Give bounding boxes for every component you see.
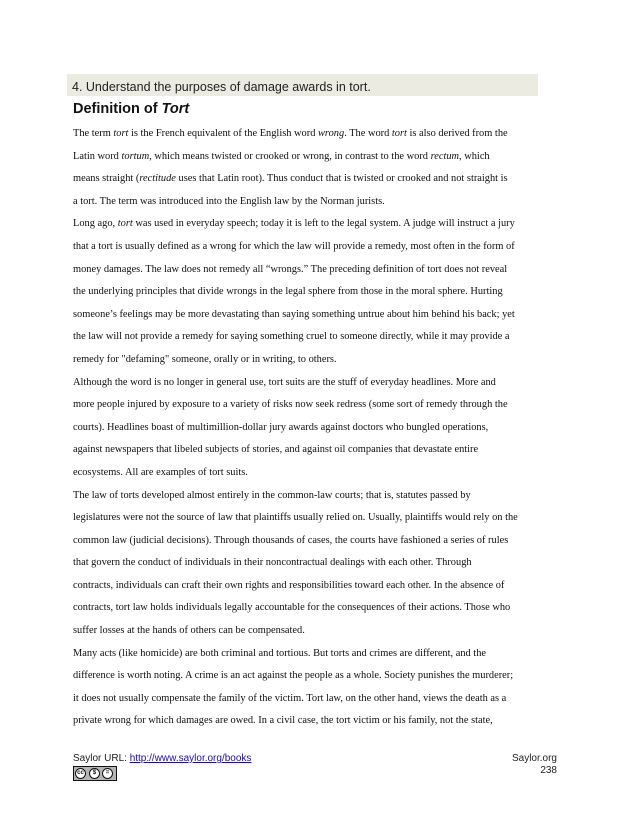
text-run: against newspapers that libeled subjects of stories, and against oil companies that devastate entire xyxy=(73,444,479,456)
footer-url-label: Saylor URL: xyxy=(73,753,130,764)
heading-prefix: Definition of xyxy=(73,101,162,117)
text-run: private wrong for which damages are owed. In a civil case, the tort victim or his family, not the state, xyxy=(73,715,493,727)
text-run: is also derived from the xyxy=(406,128,508,139)
text-run: that a tort is usually defined as a wrong for which the law will provide a remedy, most often in the form of xyxy=(73,240,515,252)
text-run: someone’s feelings may be more devastating than saying something untrue about him behind his back; yet xyxy=(73,308,515,320)
text-run: , which means twisted or crooked or wrong, in contrast to the word xyxy=(149,150,431,162)
body-line xyxy=(73,643,573,666)
text-run: The law of torts developed almost entirely in the common-law courts; that is, statutes passed by xyxy=(73,489,471,501)
body-line xyxy=(73,236,573,259)
text-run: courts). Headlines boast of multimillion-dollar jury awards against doctors who bungled operations, xyxy=(73,421,489,433)
body-line xyxy=(73,507,573,530)
text-run: contracts, tort law holds individuals legally accountable for the consequences of their actions. Those who xyxy=(73,602,511,614)
body-line xyxy=(73,259,573,282)
text-run: a tort. The term was introduced into the English law by the Norman jurists. xyxy=(73,195,385,207)
text-run: contracts, individuals can craft their own rights and responsibilities toward each other. In the absence of xyxy=(73,579,505,591)
text-run: . The word xyxy=(344,128,392,139)
text-run: the underlying principles that divide wrongs in the legal sphere from those in the moral sphere. Hurting xyxy=(73,286,503,298)
text-run: Long ago, xyxy=(73,218,118,230)
text-run: the law will not provide a remedy for saying something cruel to someone directly, while it may provide a xyxy=(73,331,510,343)
text-run: money damages. The law does not remedy all “wrongs.” The preceding definition of tort does not reveal xyxy=(73,263,508,275)
cc-icon: cc xyxy=(75,768,86,779)
text-run: suffer losses at the hands of others can be compensated. xyxy=(73,625,305,637)
body-line xyxy=(73,394,573,417)
body-line xyxy=(73,688,573,711)
text-run: is the French equivalent of the English word xyxy=(128,128,318,139)
body-line xyxy=(73,213,573,236)
italic-term: wrong xyxy=(318,128,345,139)
heading-emphasis: Tort xyxy=(161,101,190,117)
body-line xyxy=(73,123,573,146)
text-run: common law (judicial decisions). Through thousands of cases, the courts have fashioned a series of rules xyxy=(73,534,509,546)
footer-site xyxy=(512,753,557,777)
text-run: more people injured by exposure to a variety of risks now seek redress (some sort of remedy through the xyxy=(73,399,508,411)
text-run: uses that Latin root). Thus conduct that is twisted or crooked and not straight is xyxy=(175,173,508,185)
body-line xyxy=(73,597,573,620)
body-line xyxy=(73,168,573,191)
body-line xyxy=(73,146,573,169)
italic-term: tortum xyxy=(121,150,150,162)
creative-commons-icon xyxy=(73,766,117,781)
italic-term: tort xyxy=(117,218,133,230)
text-run: Although the word is no longer in general use, tort suits are the stuff of everyday headlines. More and xyxy=(73,376,496,388)
body-line xyxy=(73,326,573,349)
body-line xyxy=(73,417,573,440)
text-run: remedy for "defaming" someone, orally or in writing, to others. xyxy=(73,353,337,365)
text-run: it does not usually compensate the family of the victim. Tort law, on the other hand, views the death as a xyxy=(73,692,507,704)
text-run: Latin word xyxy=(73,150,122,162)
body-line xyxy=(73,530,573,553)
body-line xyxy=(73,710,573,733)
italic-term: rectum xyxy=(430,150,460,162)
footer-site-name: Saylor.org xyxy=(511,753,557,764)
body-line xyxy=(73,462,573,485)
body-line xyxy=(73,575,573,598)
body-line xyxy=(73,620,573,643)
body-line xyxy=(73,304,573,327)
italic-term: rectitude xyxy=(139,173,176,185)
text-run: that govern the conduct of individuals in their noncontractual dealings with each other. Through xyxy=(73,557,472,569)
body-line xyxy=(73,191,573,214)
body-line xyxy=(73,349,573,372)
text-run: means straight ( xyxy=(73,173,140,185)
text-run: ecosystems. All are examples of tort suits. xyxy=(73,466,248,478)
text-run: The term xyxy=(73,128,114,139)
text-run: legislatures were not the source of law that plaintiffs usually relied on. Usually, plaintiffs would rely on the xyxy=(73,512,518,524)
learning-objective: 4. Understand the purposes of damage awards in tort. xyxy=(72,80,371,94)
text-run: was used in everyday speech; today it is left to the legal system. A judge will instruct a jury xyxy=(132,218,515,230)
body-line xyxy=(73,372,573,395)
italic-term: tort xyxy=(391,128,407,139)
body-line xyxy=(73,485,573,508)
noderivs-icon: = xyxy=(102,768,113,779)
italic-term: tort xyxy=(113,128,129,139)
footer-source xyxy=(73,753,251,764)
text-run: , which xyxy=(459,150,490,162)
section-heading xyxy=(73,101,189,117)
page-number: 238 xyxy=(540,765,557,776)
body-line xyxy=(73,281,573,304)
body-line xyxy=(73,552,573,575)
noncommercial-icon: $ xyxy=(89,768,100,779)
text-run: Many acts (like homicide) are both criminal and tortious. But torts and crimes are different, and the xyxy=(73,647,486,659)
footer-url-link[interactable]: http://www.saylor.org/books xyxy=(129,753,252,764)
body-line xyxy=(73,665,573,688)
text-run: difference is worth noting. A crime is an act against the people as a whole. Society punishes the murderer; xyxy=(73,670,514,682)
body-text xyxy=(73,123,573,733)
body-line xyxy=(73,439,573,462)
